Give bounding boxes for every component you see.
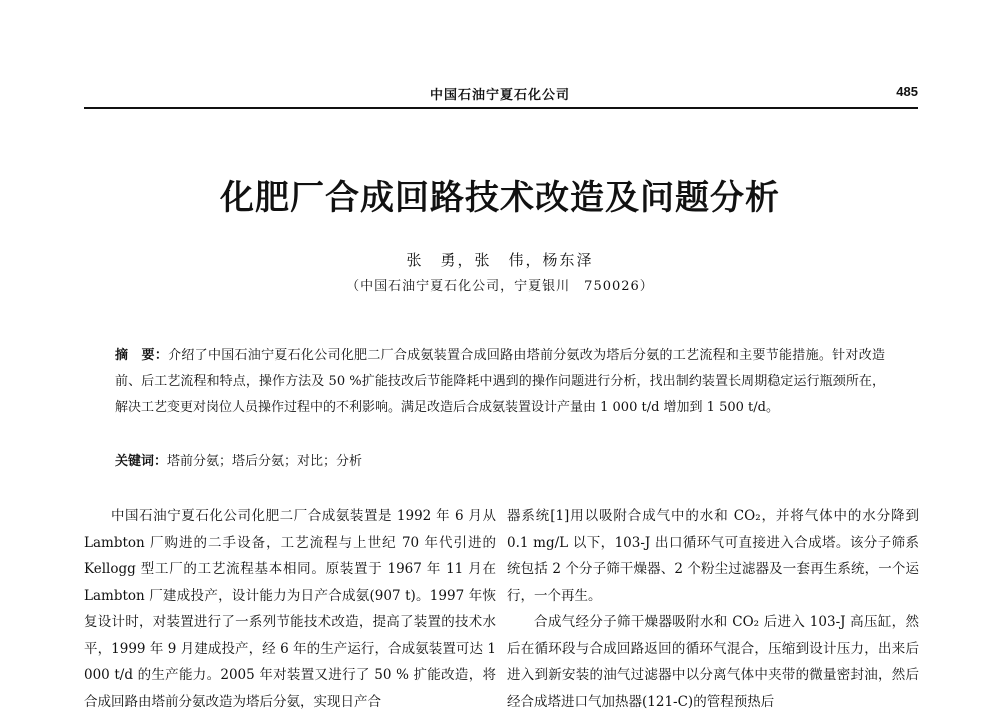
abstract [115,343,885,421]
keywords [115,449,885,475]
body-column-left [84,503,496,715]
affiliation: （中国石油宁夏石化公司，宁夏银川 750026） [346,279,654,294]
body-column-right [507,503,919,715]
article-title: 化肥厂合成回路技术改造及问题分析 [220,178,780,218]
body-paragraph: 中国石油宁夏石化公司化肥二厂合成氨装置是 1992 年 6 月从 Lambton 厂购进的二手设备，工艺流程与上世纪 70 年代引进的 Kellogg 型工厂的工艺流程基本相同。原装置于 1967 年 11 月在 Lambton 厂建成投产，设计能力为日产合成氨(907 t)。1997 年恢复设计时，对装置进行了一系列节能技术改造，提高了装置的技术水平，1999 年 9 月建成投产，经 6 年的生产运行，合成氨装置可达 1 000 t/d 的生产能力。2005 年对装置又进行了 50 % 扩能改造，将合成回路由塔前分氨改造为塔后分氨，实现日产合 [84,508,496,710]
page-number: 485 [896,84,918,99]
body-paragraph: 合成气经分子筛干燥器吸附水和 CO₂ 后进入 103-J 高压缸，然后在循环段与合成回路返回的循环气混合，压缩到设计压力，出来后进入到新安装的油气过滤器中以分离气体中夹带的微量密封油，然后经合成塔进口气加热器(121-C)的管程预热后 [507,614,919,710]
abstract-label: 摘 要： [115,348,169,363]
body-paragraph: 器系统[1]用以吸附合成气中的水和 CO₂，并将气体中的水分降到 0.1 mg/L 以下，103-J 出口循环气可直接进入合成塔。该分子筛系统包括 2 个分子筛干燥器、2 个粉尘过滤器及一套再生系统，一个运行，一个再生。 [507,508,919,604]
header-rule [84,107,918,109]
authors: 张 勇，张 伟，杨东泽 [406,251,594,269]
running-header: 中国石油宁夏石化公司 [429,88,570,103]
keywords-text: 塔前分氨；塔后分氨；对比；分析 [167,454,363,469]
abstract-text: 介绍了中国石油宁夏石化公司化肥二厂合成氨装置合成回路由塔前分氨改为塔后分氨的工艺流程和主要节能措施。针对改造前、后工艺流程和特点，操作方法及 50 %扩能技改后节能降耗中遇到的操作问题进行分析，找出制约装置长周期稳定运行瓶颈所在，解决工艺变更对岗位人员操作过程中的不利影响。满足改造后合成氨装置设计产量由 1 000 t/d 增加到 1 500 t/d。 [115,348,885,415]
keywords-label: 关键词： [115,454,168,469]
